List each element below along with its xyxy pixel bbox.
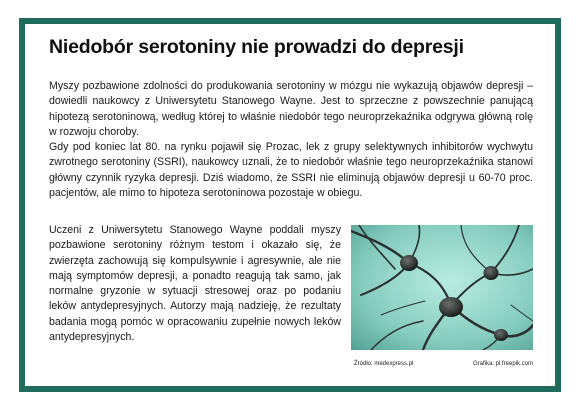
paragraph-1: Myszy pozbawione zdolności do produkowania serotoniny w mózgu nie wykazują objawów depresji – dowiedli naukowcy z Uniwersytetu Stanowego Wayne. Jest to sprzeczne z powszechnie panującą hipotezą serotoninową, według której to właśnie niedobór tego neuroprzekaźnika odgrywa główną rolę w rozwoju choroby. — [49, 80, 533, 138]
neuron-cells-icon — [351, 225, 533, 350]
paragraph-2: Gdy pod koniec lat 80. na rynku pojawił się Prozac, lek z grupy selektywnych inhibitorów wychwytu zwrotnego serotoniny (SSRI), naukowcy uznali, że to niedobór właśnie tego neuroprzekaźnika stanowi główny czynnik ryzyka depresji. Dziś wiadomo, że SSRI nie eliminują objawów depresji u 60-70 proc. pacjentów, ale mimo to hipoteza serotoninowa pozostaje w obiegu. — [49, 141, 533, 199]
credits — [354, 361, 533, 367]
paragraph-3: Uczeni z Uniwersytetu Stanowego Wayne poddali myszy pozbawione serotoniny różnym testom i okazało się, że zwierzęta zachowują się kompulsywnie i agresywnie, ale nie mają symptomów depresji, a ponadto reagują tak samo, jak normalne gryzonie w sytuacji stresowej oraz po podaniu leków antydepresyjnych. Autorzy mają nadzieję, że rezultaty badania mogą pomóc w opracowaniu zupełnie nowych leków antydepresyjnych. — [49, 224, 341, 344]
article-title: Niedobór serotoniny nie prowadzi do depresji — [49, 36, 464, 58]
source-credit: Źródło: medexpress.pl — [354, 361, 414, 367]
graphic-credit: Grafika: pl.freepik.com — [472, 361, 533, 367]
